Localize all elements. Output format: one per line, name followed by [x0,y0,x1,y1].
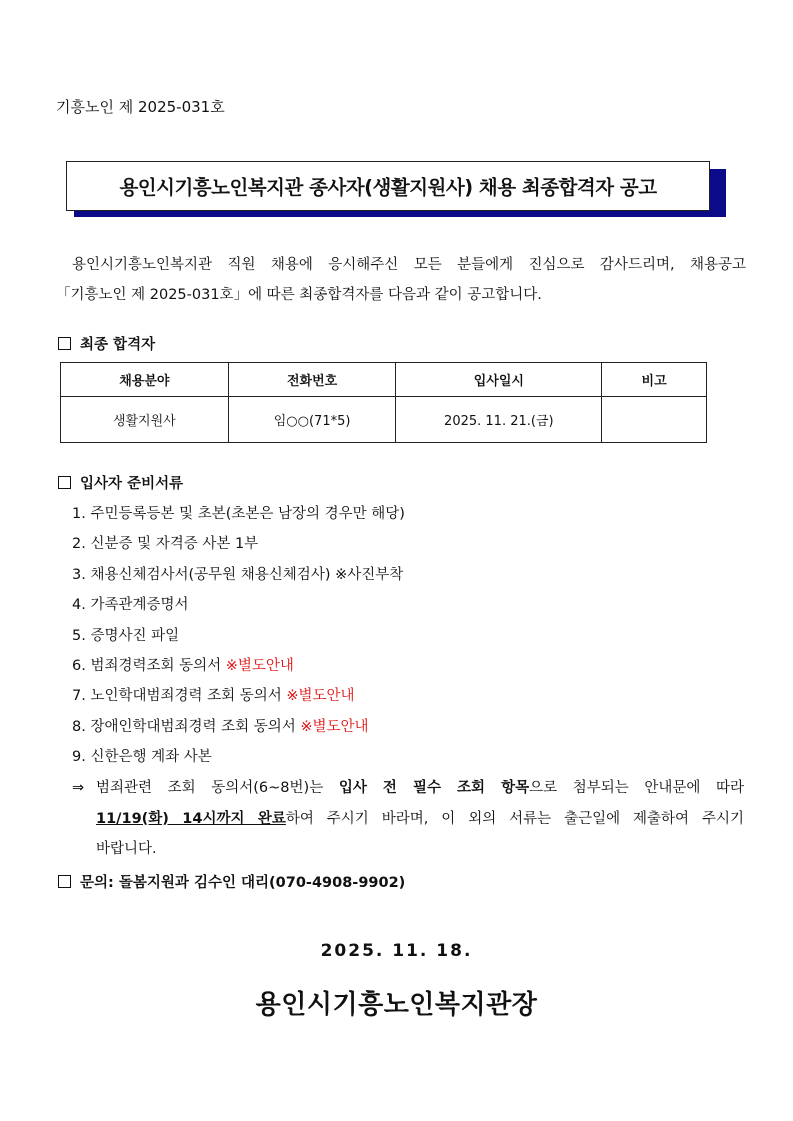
table-header: 비고 [602,363,707,397]
list-item [72,712,405,742]
table-row [61,397,707,443]
right-double-arrow-icon: ⇒ [72,780,85,796]
separate-notice-mark: ※별도안내 [300,718,369,735]
notice-emphasis: 입사 전 필수 조회 항목 [338,780,530,796]
intro-line-2: 「기흥노인 제 2025-031호」에 따른 최종합격자를 다음과 같이 공고합니다. [56,287,542,303]
notice-text: 범죄관련 조회 동의서(6~8번)는 [96,780,339,796]
table-cell: 2025. 11. 21.(금) [396,397,602,443]
list-item [72,590,405,620]
table-cell: 생활지원사 [61,397,229,443]
separate-notice-mark: ※별도안내 [286,688,355,705]
list-item [72,560,405,590]
table-header: 전화번호 [228,363,396,397]
list-item [72,499,405,529]
list-item-text: 6. 범죄경력조회 동의서 [72,657,226,674]
list-item-text: 3. 채용신체검사서(공무원 채용신체검사) ※사진부착 [72,566,404,583]
list-item-text: 1. 주민등록등본 및 초본(초본은 남장의 경우만 해당) [72,506,405,522]
list-item-text: 9. 신한은행 계좌 사본 [72,749,212,766]
table-cell [602,397,707,443]
table-header: 채용분야 [61,363,229,397]
separate-notice-mark: ※별도안내 [225,657,294,674]
final-section-heading [58,333,155,354]
final-section-label: 최종 합격자 [80,337,156,353]
table-header: 입사일시 [396,363,602,397]
contact-line [58,871,405,892]
document-list [72,499,405,773]
deadline-text: 11/19(화) 14시까지 완료 [96,810,286,827]
page-title: 용인시기흥노인복지관 종사자(생활지원사) 채용 최종합격자 공고 [66,161,710,211]
table-header-row [61,363,707,397]
docs-section-heading [58,472,183,493]
table-cell: 임○○(71*5) [228,397,396,443]
notice-text: 바랍니다. [96,841,157,857]
list-item [72,651,405,681]
intro-paragraph [56,250,746,310]
contact-text: 문의: 돌봄지원과 김수인 대리(070-4908-9902) [80,875,406,891]
list-item [72,621,405,651]
signature-title: 용인시기흥노인복지관장 [255,990,538,1020]
list-item [72,529,405,559]
notice-text: 으로 첨부되는 안내문에 따라 [529,780,744,796]
checkbox-square-icon [58,337,71,350]
intro-line-1: 용인시기흥노인복지관 직원 채용에 응시해주신 모든 분들에게 진심으로 감사드리며, 채용공고 [72,257,746,273]
checkbox-square-icon [58,875,71,888]
document-number: 기흥노인 제 2025-031호 [56,98,225,116]
docs-section-label: 입사자 준비서류 [80,476,184,492]
list-item-text: 2. 신분증 및 자격증 사본 1부 [72,536,259,553]
notice-paragraph [72,773,744,865]
list-item-text: 4. 가족관계증명서 [72,597,189,614]
list-item-text: 8. 장애인학대범죄경력 조회 동의서 [72,718,301,735]
result-table [60,362,707,443]
list-item [72,681,405,711]
announcement-date: 2025. 11. 18. [320,941,473,961]
list-item [72,742,405,772]
checkbox-square-icon [58,476,71,489]
list-item-text: 5. 증명사진 파일 [72,627,180,644]
notice-text: 하여 주시기 바라며, 이 외의 서류는 출근일에 제출하여 주시기 [285,810,745,827]
list-item-text: 7. 노인학대범죄경력 조회 동의서 [72,688,287,705]
